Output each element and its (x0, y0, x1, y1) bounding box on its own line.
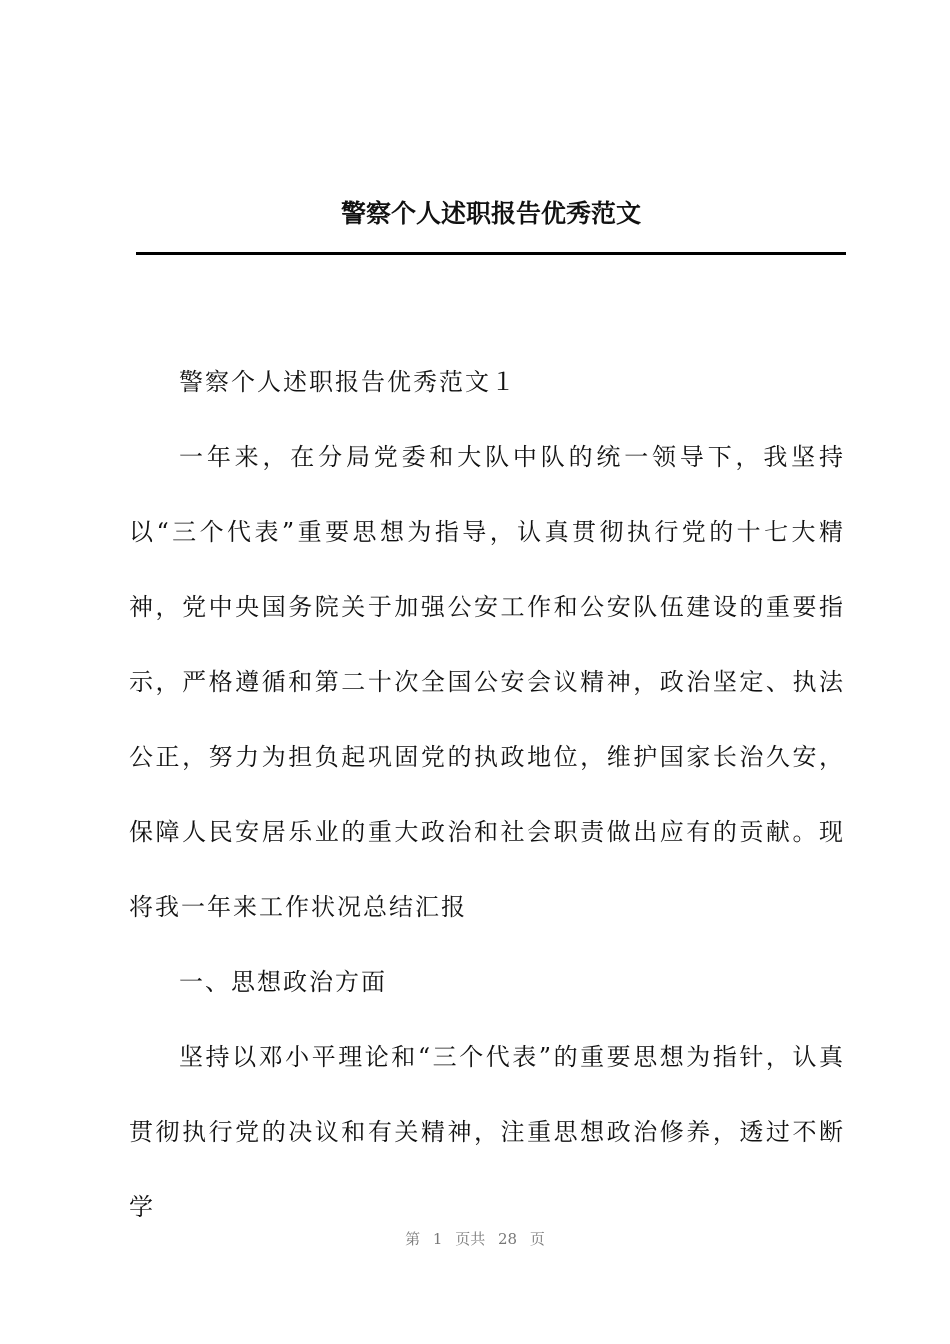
document-body (129, 345, 845, 1245)
body-paragraph: 一年来，在分局党委和大队中队的统一领导下，我坚持以“三个代表”重要思想为指导，认真贯彻执行党的十七大精神，党中央国务院关于加强公安工作和公安队伍建设的重要指示，严格遵循和第二十次全国公安会议精神，政治坚定、执法公正，努力为担负起巩固党的执政地位，维护国家长治久安，保障人民安居乐业的重大政治和社会职责做出应有的贡献。现将我一年来工作状况总结汇报 (129, 443, 845, 921)
body-paragraph: 坚持以邓小平理论和“三个代表”的重要思想为指针，认真贯彻执行党的决议和有关精神，注重思想政治修养，透过不断学 (129, 1043, 845, 1221)
document-title: 警察个人述职报告优秀范文 (340, 199, 641, 228)
title-divider (136, 252, 846, 255)
section-heading: 警察个人述职报告优秀范文１ (179, 368, 517, 396)
page-number-footer: 第 1 页共 28 页 (405, 1230, 545, 1248)
subsection-heading: 一、思想政治方面 (179, 968, 387, 996)
